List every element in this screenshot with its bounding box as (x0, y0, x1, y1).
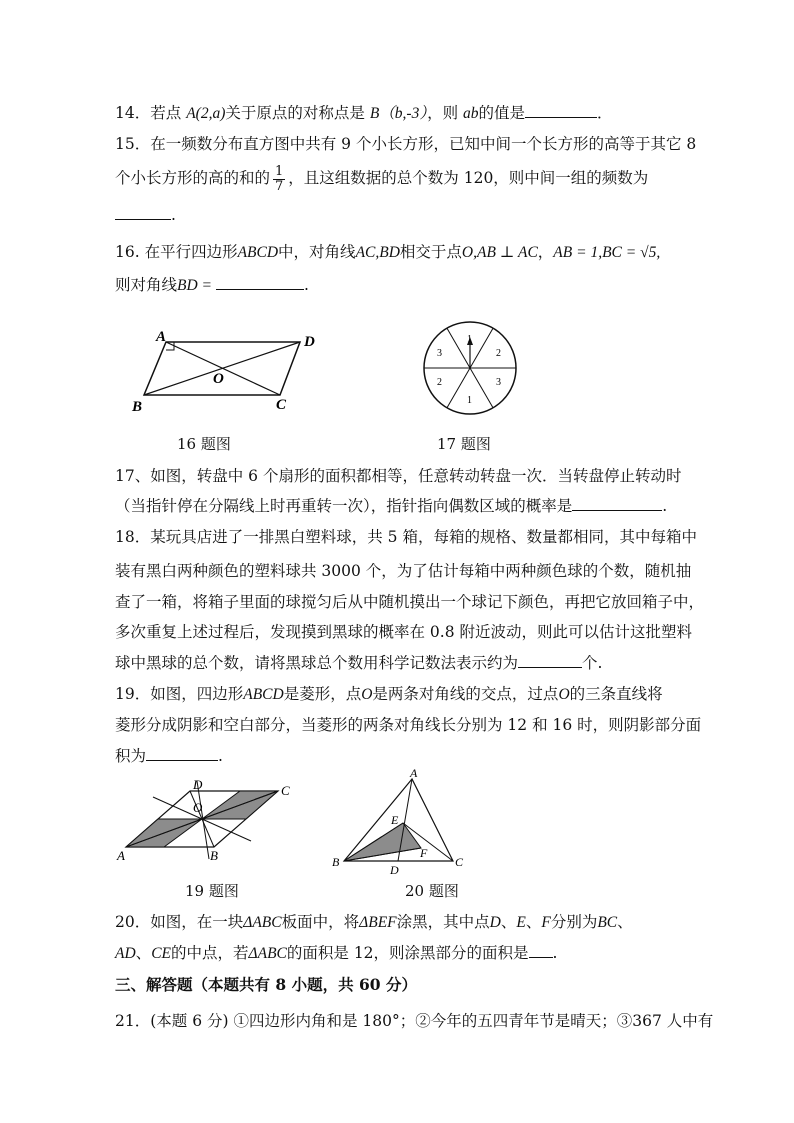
question-16-line-1: 16. 在平行四边形ABCD中，对角线AC,BD相交于点O,AB ⊥ AC，AB = 1,BC = √5, (115, 243, 661, 261)
question-19-line-2: 菱形分成阴影和空白部分，当菱形的两条对角线长分别为 12 和 16 时，则阴影部分面 (115, 716, 702, 734)
answer-blank-20[interactable] (529, 943, 553, 958)
question-17-line-1: 17、如图，转盘中 6 个扇形的面积都相等，任意转动转盘一次．当转盘停止转动时 (115, 467, 682, 485)
fig19-label-B: B (210, 848, 218, 863)
sector-label-upper-left: 3 (437, 348, 442, 359)
question-17-line-2: （当指针停在分隔线上时再重转一次），指针指向偶数区域的概率是 . (115, 497, 668, 515)
question-18-line-4: 多次重复上述过程后，发现摸到黑球的概率在 0.8 附近波动，则此可以估计这批塑料 (115, 623, 693, 641)
question-15-line-3: . (115, 205, 176, 225)
fig16-label-B: B (132, 399, 143, 415)
fig19-label-C: C (281, 783, 290, 798)
figure-19-rhombus (113, 775, 303, 867)
figure-17-spinner (420, 318, 520, 418)
question-19-line-3: 积为 . (115, 747, 223, 765)
question-18-line-5: 球中黑球的总个数，请将黑球总个数用科学记数法表示约为 个. (115, 654, 603, 672)
fig20-label-C: C (455, 855, 464, 869)
question-19-line-1: 19．如图，四边形ABCD是菱形，点O是两条对角线的交点，过点O的三条直线将 (115, 685, 663, 703)
figure-16-caption: 16 题图 (177, 435, 231, 453)
fig19-label-O: O (193, 800, 203, 815)
question-15-line-1: 15．在一频数分布直方图中共有 9 个小长方形，已知中间一个长方形的高等于其它 8 (115, 135, 697, 153)
fig20-label-A: A (410, 767, 418, 780)
fig20-label-F: F (420, 846, 428, 860)
fig20-label-D: D (390, 863, 399, 877)
fig16-label-D: D (304, 334, 315, 350)
sector-label-upper-right: 2 (496, 348, 501, 359)
sector-label-top: 1 (467, 334, 472, 345)
section-3-title: 三、解答题（本题共有 8 小题，共 60 分） (115, 975, 417, 994)
sector-label-lower-right: 3 (496, 377, 501, 388)
fig16-label-O: O (213, 371, 224, 387)
question-20-line-1: 20．如图，在一块ΔABC板面中，将ΔBEF涂黑，其中点D、E、F分别为BC、 (115, 913, 633, 931)
answer-blank-17[interactable] (572, 496, 662, 511)
question-21-line-1: 21．(本题 6 分) ①四边形内角和是 180°；②今年的五四青年节是晴天；③367 人中有 (115, 1012, 714, 1030)
figure-19-caption: 19 题图 (185, 882, 239, 900)
question-18-line-1: 18．某玩具店进了一排黑白塑料球，共 5 箱，每箱的规格、数量都相同，其中每箱中 (115, 528, 697, 546)
fig16-label-A: A (156, 329, 167, 345)
answer-blank-14[interactable] (525, 103, 597, 118)
figure-20-triangle (328, 767, 468, 879)
question-18-line-3: 查了一箱，将箱子里面的球搅匀后从中随机摸出一个球记下颜色，再把它放回箱子中， (115, 593, 705, 611)
fig19-label-D: D (193, 777, 203, 792)
question-20-line-2: AD、CE的中点，若ΔABC的面积是 12，则涂黑部分的面积是 . (115, 944, 558, 962)
fraction-one-seventh: $\frac{1}{7}$ (275, 163, 284, 194)
answer-blank-19[interactable] (146, 746, 218, 761)
question-14: 14．若点 A(2,a)关于原点的对称点是 B（b,-3），则 ab的值是 ． (115, 104, 613, 122)
figure-16-parallelogram (130, 325, 330, 420)
question-15-line-2: 个小长方形的高的和的 $\frac{1}{7}$ ，且这组数据的总个数为 120，则中间一组的频数为 (115, 163, 649, 194)
answer-blank-18[interactable] (518, 653, 582, 668)
sector-label-bottom: 1 (467, 395, 472, 406)
fig19-label-A: A (117, 848, 125, 863)
fig20-label-E: E (391, 813, 399, 827)
fig20-label-B: B (332, 855, 340, 869)
answer-blank-16[interactable] (216, 275, 304, 290)
fig16-label-C: C (276, 397, 287, 413)
sector-label-lower-left: 2 (437, 377, 442, 388)
question-18-line-2: 装有黑白两种颜色的塑料球共 3000 个，为了估计每箱中两种颜色球的个数，随机抽 (115, 562, 692, 580)
question-16-line-2: 则对角线BD = . (115, 276, 309, 294)
answer-blank-15[interactable] (115, 205, 171, 220)
figure-17-caption: 17 题图 (437, 435, 491, 453)
figure-20-caption: 20 题图 (405, 882, 459, 900)
